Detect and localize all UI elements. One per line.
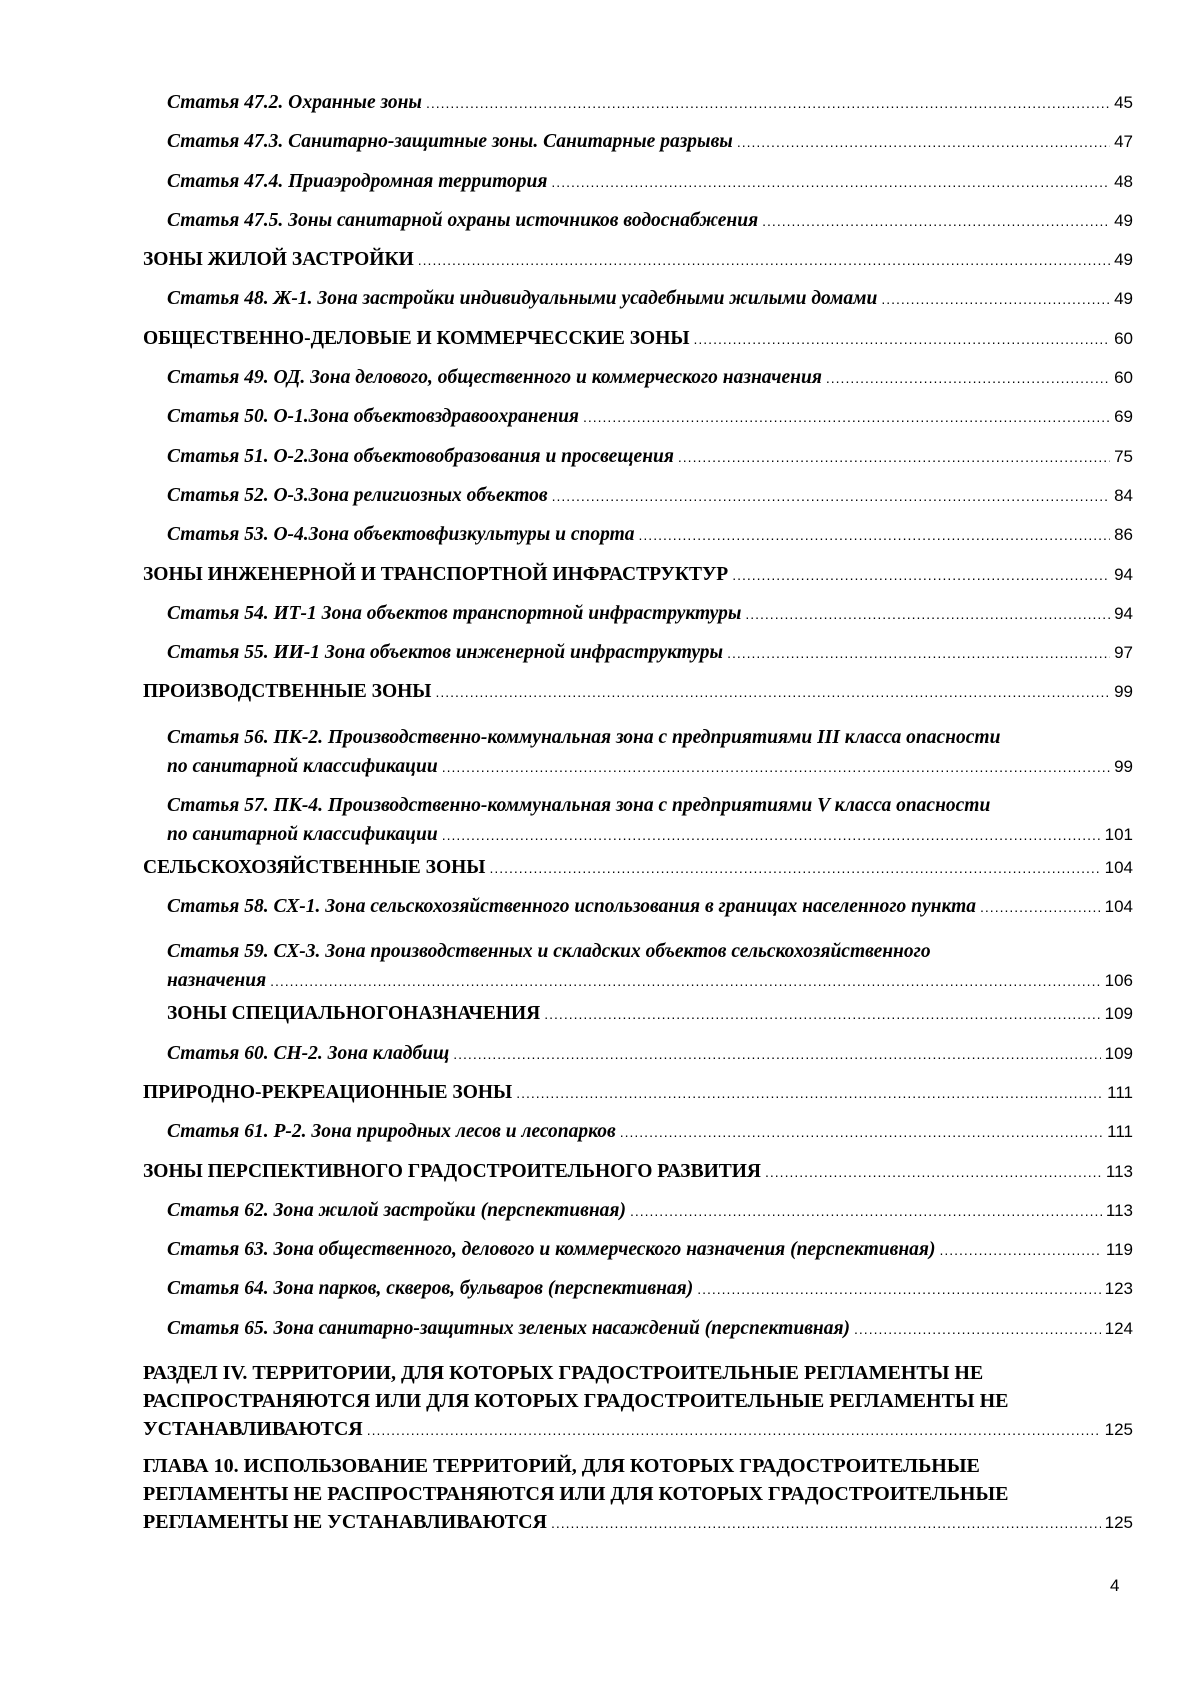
toc-page-number: 104	[1104, 897, 1133, 917]
toc-page-number: 48	[1114, 171, 1133, 191]
toc-section-entry[interactable]	[143, 1157, 1133, 1196]
dot-leader	[826, 364, 1110, 393]
toc-section-entry[interactable]	[143, 1078, 1133, 1117]
toc-entry-title: по санитарной классификации	[167, 823, 438, 845]
toc-entry-title: ОБЩЕСТВЕННО-ДЕЛОВЫЕ И КОММЕРЧЕССКИЕ ЗОНЫ	[143, 327, 690, 349]
toc-entry-title: Статья 61. Р-2. Зона природных лесов и лесопарков	[167, 1121, 616, 1143]
dot-leader	[939, 1236, 1101, 1265]
toc-chapter-entry[interactable]	[143, 1446, 1133, 1539]
toc-article-entry[interactable]	[167, 1039, 1133, 1078]
toc-article-entry[interactable]	[167, 127, 1133, 166]
toc-entry-title-line: РАЗДЕЛ IV. ТЕРРИТОРИИ, ДЛЯ КОТОРЫХ ГРАДОСТРОИТЕЛЬНЫЕ РЕГЛАМЕНТЫ НЕ	[143, 1362, 984, 1385]
table-of-contents	[143, 88, 1133, 1539]
toc-section-entry[interactable]	[167, 999, 1133, 1038]
toc-entry-title: РЕГЛАМЕНТЫ НЕ УСТАНАВЛИВАЮТСЯ	[143, 1511, 547, 1534]
toc-article-entry[interactable]	[167, 931, 1133, 999]
dot-leader	[620, 1118, 1103, 1147]
toc-article-entry[interactable]	[167, 206, 1133, 245]
dot-leader	[418, 246, 1110, 275]
toc-entry-title: ЗОНЫ ПЕРСПЕКТИВНОГО ГРАДОСТРОИТЕЛЬНОГО РАЗВИТИЯ	[143, 1160, 762, 1182]
toc-page-number: 94	[1114, 603, 1133, 623]
toc-page-number: 125	[1104, 1513, 1133, 1533]
toc-section-entry[interactable]	[143, 245, 1133, 284]
toc-entry-title: Статья 63. Зона общественного, делового и коммерческого назначения (перспективная)	[167, 1239, 936, 1261]
dot-leader	[270, 967, 1101, 996]
toc-section-entry[interactable]	[143, 677, 1133, 716]
toc-entry-title-line: Статья 59. СХ-3. Зона производственных и складских объектов сельскохозяйственного	[167, 941, 931, 963]
dot-leader	[765, 1158, 1102, 1187]
toc-section-entry[interactable]	[143, 853, 1133, 892]
toc-entry-title: СЕЛЬСКОХОЗЯЙСТВЕННЫЕ ЗОНЫ	[143, 856, 486, 878]
dot-leader	[678, 443, 1110, 472]
dot-leader	[881, 285, 1110, 314]
toc-entry-title: Статья 51. О-2.Зона объектовобразования и просвещения	[167, 445, 674, 467]
toc-page-number: 49	[1114, 210, 1133, 230]
toc-entry-title: Статья 65. Зона санитарно-защитных зеленых насаждений (перспективная)	[167, 1317, 851, 1339]
toc-article-entry[interactable]	[167, 1314, 1133, 1353]
dot-leader	[737, 128, 1110, 157]
toc-page-number: 111	[1107, 1122, 1133, 1142]
dot-leader	[367, 1416, 1101, 1444]
toc-article-entry[interactable]	[167, 638, 1133, 677]
dot-leader	[694, 325, 1111, 354]
toc-entry-title-line: Статья 56. ПК-2. Производственно-коммунальная зона с предприятиями III класса опасности	[167, 726, 1001, 748]
toc-entry-title: Статья 48. Ж-1. Зона застройки индивидуальными усадебными жилыми домами	[167, 288, 878, 310]
toc-entry-title: Статья 52. О-3.Зона религиозных объектов	[167, 484, 548, 506]
toc-article-entry[interactable]	[167, 402, 1133, 441]
dot-leader	[732, 561, 1110, 590]
toc-entry-title: Статья 49. ОД. Зона делового, общественного и коммерческого назначения	[167, 367, 822, 389]
toc-page-number: 97	[1114, 643, 1133, 663]
toc-entry-title: Статья 55. ИИ-1 Зона объектов инженерной инфраструктуры	[167, 642, 724, 664]
toc-entry-title: Статья 50. О-1.Зона объектовздравоохранения	[167, 406, 579, 428]
toc-entry-title: УСТАНАВЛИВАЮТСЯ	[143, 1418, 363, 1441]
toc-page-number: 84	[1114, 485, 1133, 505]
toc-entry-title: Статья 47.4. Приаэродромная территория	[167, 170, 548, 192]
toc-page-number: 124	[1104, 1318, 1133, 1338]
toc-article-entry[interactable]	[167, 442, 1133, 481]
toc-article-entry[interactable]	[167, 1274, 1133, 1313]
toc-entry-title: ПРОИЗВОДСТВЕННЫЕ ЗОНЫ	[143, 681, 432, 703]
toc-page-number: 99	[1114, 682, 1133, 702]
toc-article-entry[interactable]	[167, 363, 1133, 402]
toc-entry-title: Статья 47.2. Охранные зоны	[167, 92, 422, 113]
toc-page-number: 109	[1104, 1043, 1133, 1063]
dot-leader	[630, 1197, 1102, 1226]
dot-leader	[762, 207, 1110, 236]
toc-article-entry[interactable]	[167, 520, 1133, 559]
toc-page-number: 109	[1104, 1004, 1133, 1024]
toc-entry-title: назначения	[167, 970, 267, 992]
dot-leader	[489, 854, 1100, 883]
toc-page-number: 113	[1105, 1200, 1133, 1220]
toc-entry-title: Статья 47.3. Санитарно-защитные зоны. Санитарные разрывы	[167, 131, 733, 153]
toc-entry-title: Статья 60. СН-2. Зона кладбищ	[167, 1042, 450, 1064]
dot-leader	[453, 1040, 1100, 1069]
toc-page-number: 47	[1114, 132, 1133, 152]
dot-leader	[552, 482, 1110, 511]
toc-page-number: 49	[1114, 250, 1133, 270]
toc-entry-title: Статья 58. СХ-1. Зона сельскохозяйственного использования в границах населенного пункта	[167, 896, 977, 918]
toc-entry-title: Статья 54. ИТ-1 Зона объектов транспортной инфраструктуры	[167, 602, 742, 624]
dot-leader	[551, 168, 1110, 197]
toc-chapter-entry[interactable]	[143, 1353, 1133, 1446]
toc-page-number: 101	[1104, 824, 1133, 844]
toc-article-entry[interactable]	[167, 717, 1133, 785]
toc-article-entry[interactable]	[167, 1196, 1133, 1235]
dot-leader	[544, 1000, 1100, 1029]
toc-page-number: 125	[1104, 1420, 1133, 1440]
toc-article-entry[interactable]	[167, 892, 1133, 931]
toc-article-entry[interactable]	[167, 785, 1133, 853]
toc-entry-title: Статья 64. Зона парков, скверов, бульваров (перспективная)	[167, 1278, 694, 1300]
toc-entry-title: ЗОНЫ ЖИЛОЙ ЗАСТРОЙКИ	[143, 249, 414, 271]
dot-leader	[442, 821, 1101, 850]
toc-entry-title-line: РЕГЛАМЕНТЫ НЕ РАСПРОСТРАНЯЮТСЯ ИЛИ ДЛЯ КОТОРЫХ ГРАДОСТРОИТЕЛЬНЫЕ	[143, 1483, 1009, 1506]
toc-page-number: 106	[1104, 971, 1133, 991]
toc-entry-title: Статья 53. О-4.Зона объектовфизкультуры и спорта	[167, 524, 635, 546]
toc-entry-title: ЗОНЫ СПЕЦИАЛЬНОГОНАЗНАЧЕНИЯ	[167, 1003, 541, 1025]
toc-page-number: 111	[1107, 1082, 1133, 1102]
toc-entry-title: ПРИРОДНО-РЕКРЕАЦИОННЫЕ ЗОНЫ	[143, 1081, 513, 1103]
toc-page-number: 99	[1114, 756, 1133, 776]
dot-leader	[442, 753, 1110, 782]
toc-article-entry[interactable]	[167, 167, 1133, 206]
toc-article-entry[interactable]	[167, 1117, 1133, 1156]
dot-leader	[426, 89, 1110, 118]
dot-leader	[551, 1509, 1101, 1537]
toc-page-number: 49	[1114, 289, 1133, 309]
toc-entry-title: Статья 62. Зона жилой застройки (перспективная)	[167, 1199, 626, 1221]
toc-article-entry[interactable]	[167, 1235, 1133, 1274]
dot-leader	[583, 403, 1110, 432]
toc-page-number: 45	[1114, 93, 1133, 112]
toc-article-entry[interactable]	[167, 88, 1133, 127]
toc-page-number: 75	[1114, 446, 1133, 466]
toc-page-number: 69	[1114, 407, 1133, 427]
toc-entry-title-line: РАСПРОСТРАНЯЮТСЯ ИЛИ ДЛЯ КОТОРЫХ ГРАДОСТРОИТЕЛЬНЫЕ РЕГЛАМЕНТЫ НЕ	[143, 1390, 1009, 1413]
toc-page-number: 104	[1104, 857, 1133, 877]
toc-page-number: 60	[1114, 368, 1133, 388]
toc-article-entry[interactable]	[167, 481, 1133, 520]
dot-leader	[980, 893, 1101, 922]
toc-article-entry[interactable]	[167, 599, 1133, 638]
toc-entry-title: ЗОНЫ ИНЖЕНЕРНОЙ И ТРАНСПОРТНОЙ ИНФРАСТРУКТУР	[143, 563, 729, 585]
toc-entry-title-line: Статья 57. ПК-4. Производственно-коммунальная зона с предприятиями V класса опасности	[167, 794, 991, 816]
toc-article-entry[interactable]	[167, 284, 1133, 323]
toc-page-number: 86	[1114, 525, 1133, 545]
dot-leader	[727, 639, 1110, 668]
toc-entry-title-line: ГЛАВА 10. ИСПОЛЬЗОВАНИЕ ТЕРРИТОРИЙ, ДЛЯ КОТОРЫХ ГРАДОСТРОИТЕЛЬНЫЕ	[143, 1455, 980, 1478]
toc-entry-title: Статья 47.5. Зоны санитарной охраны источников водоснабжения	[167, 209, 759, 231]
toc-page-number: 60	[1114, 328, 1133, 348]
toc-page-number: 113	[1105, 1161, 1133, 1181]
dot-leader	[639, 521, 1111, 550]
toc-page-number: 119	[1105, 1240, 1133, 1260]
toc-section-entry[interactable]	[143, 560, 1133, 599]
dot-leader	[745, 600, 1110, 629]
toc-page-number: 123	[1104, 1279, 1133, 1299]
toc-page-number: 94	[1114, 564, 1133, 584]
page-number: 4	[1110, 1576, 1120, 1595]
dot-leader	[697, 1275, 1100, 1304]
dot-leader	[854, 1315, 1101, 1344]
dot-leader	[516, 1079, 1103, 1108]
toc-section-entry[interactable]	[143, 324, 1133, 363]
dot-leader	[435, 678, 1110, 707]
toc-entry-title: по санитарной классификации	[167, 755, 438, 777]
